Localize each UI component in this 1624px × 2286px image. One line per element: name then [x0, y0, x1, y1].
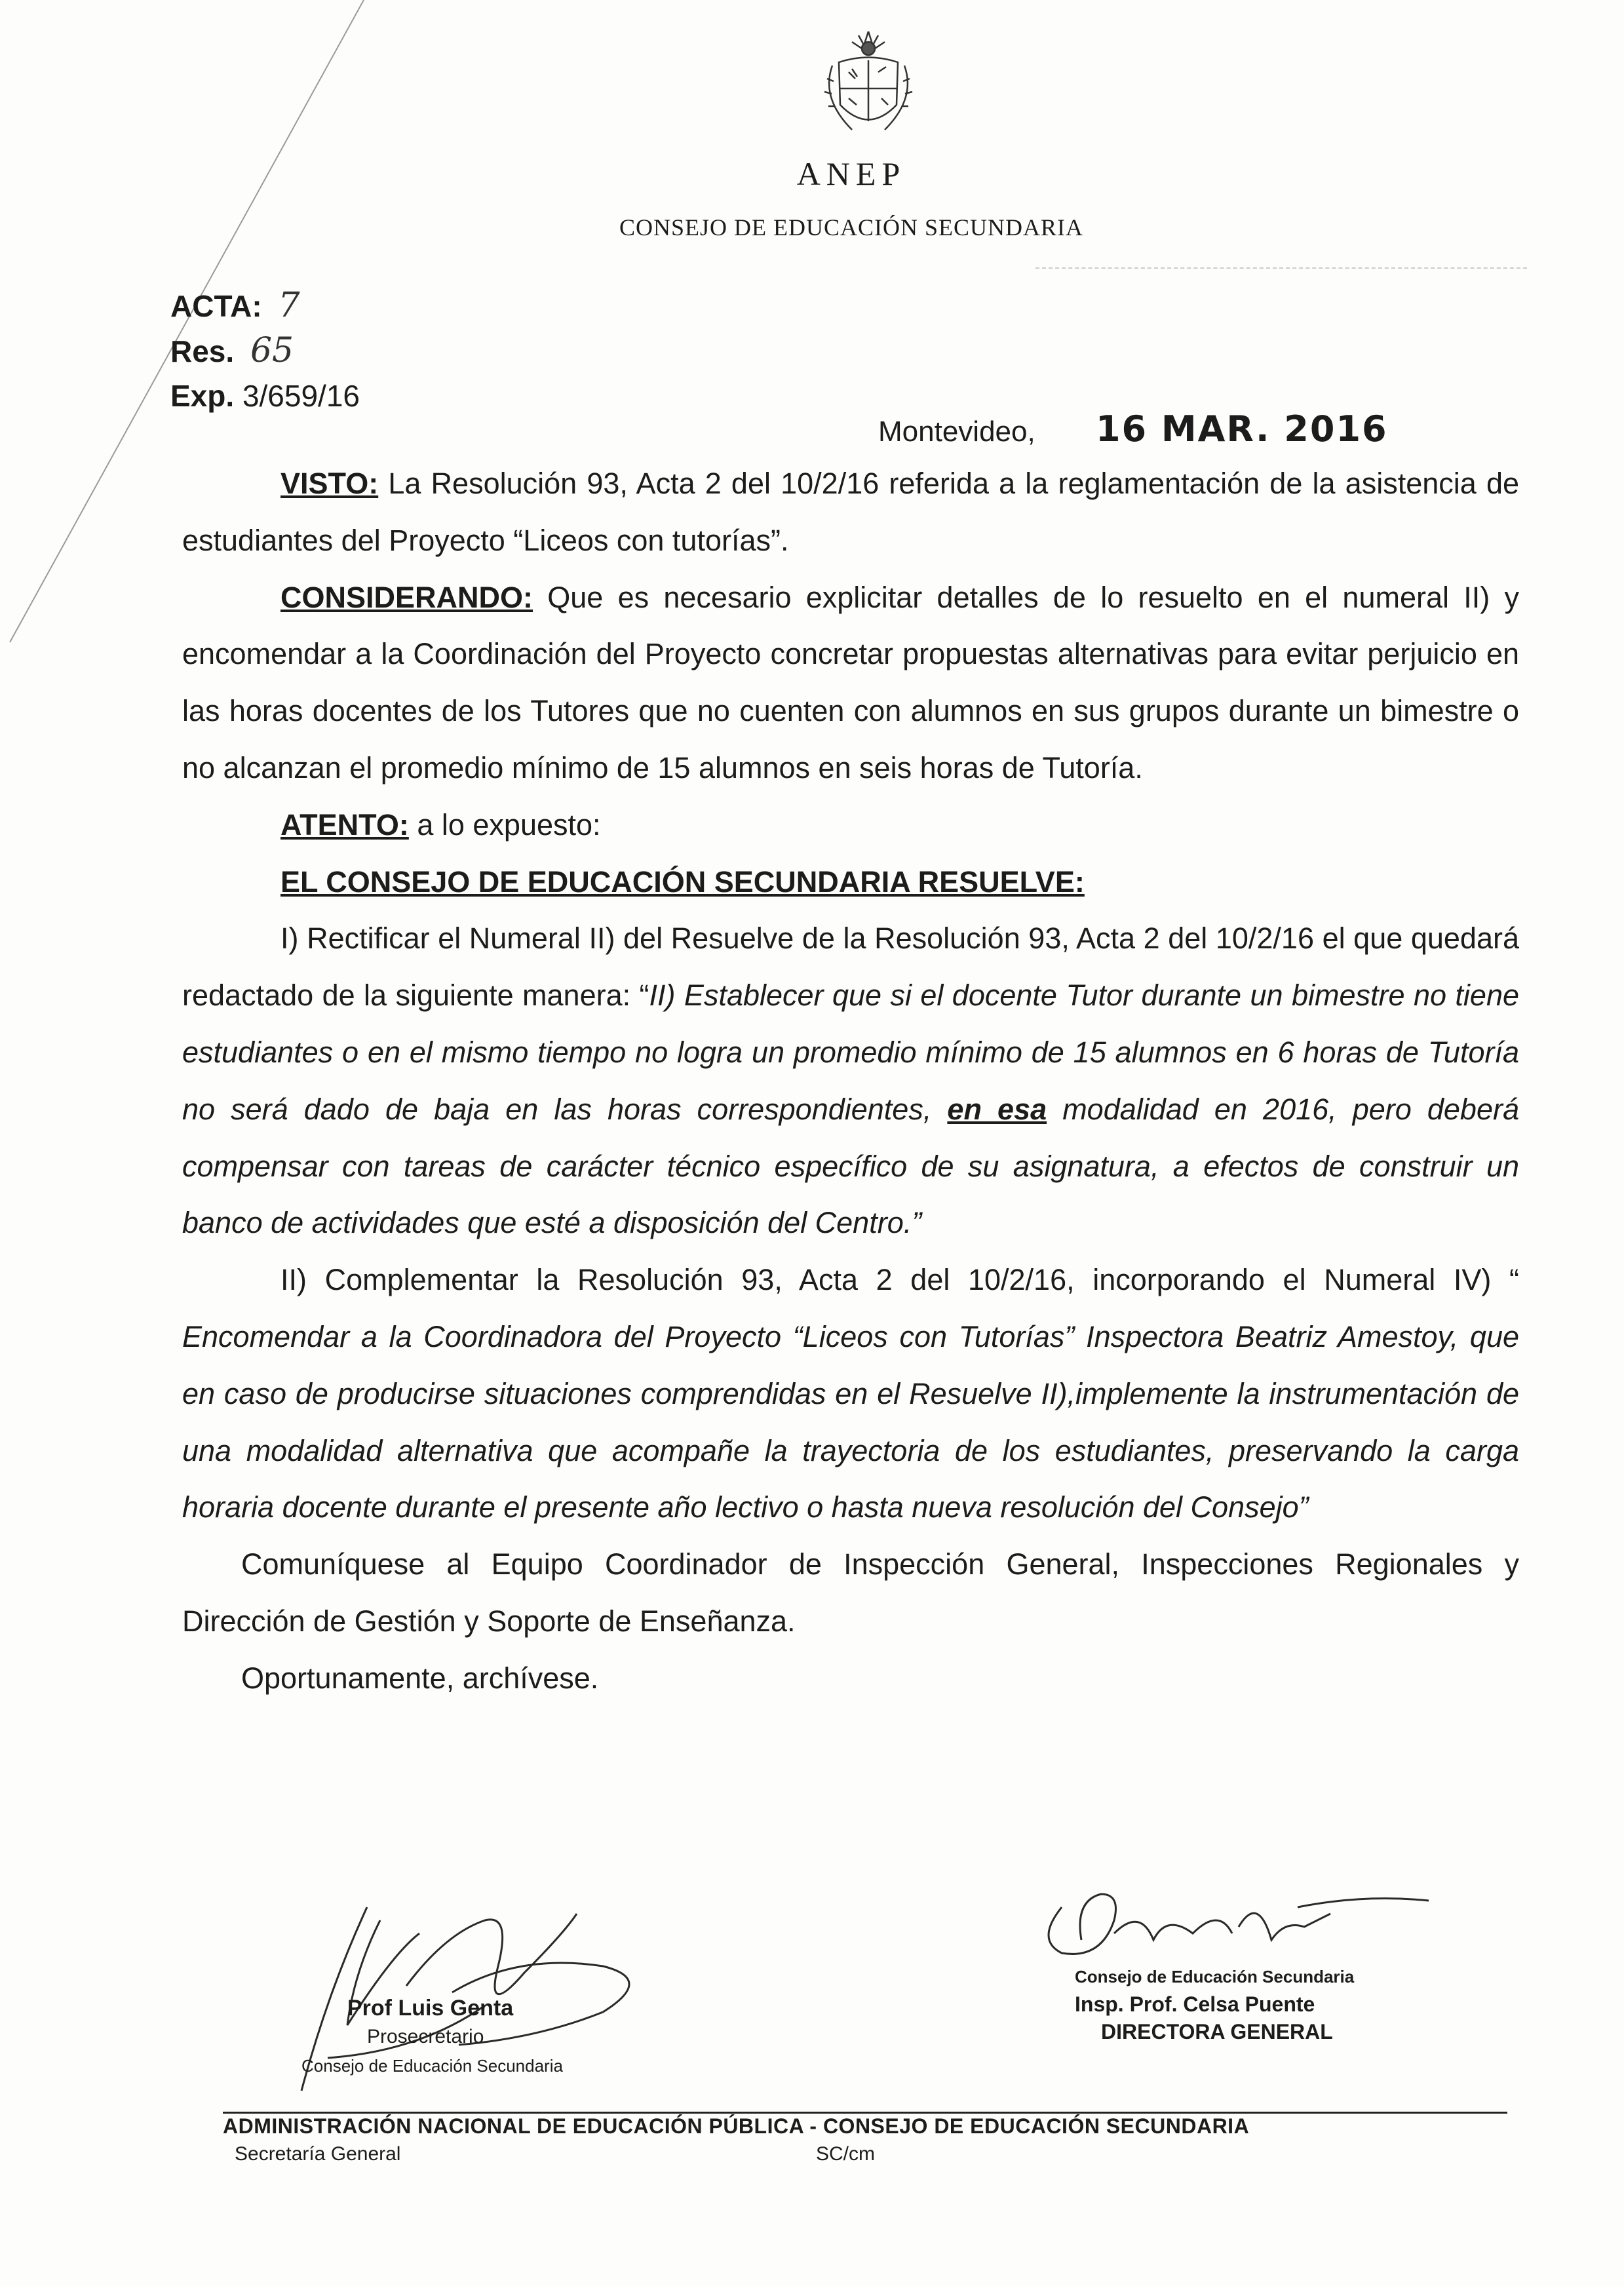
footer-department: Secretaría General [235, 2143, 401, 2165]
item-2-intro: II) Complementar la Resolución 93, Acta 2 del 10/2/16, incorporando el Numeral IV) “ [280, 1263, 1519, 1297]
dateline [878, 408, 1388, 450]
national-crest-icon [813, 26, 924, 141]
exp-label: Exp. [170, 379, 235, 413]
res-value: 65 [250, 331, 294, 370]
item-1-quote-b: modalidad en 2016, pero deberá compensar con tareas de carácter técnico específico de su asignatura, a efectos de construir un banco de actividades que esté a disposición del Centro.” [182, 1092, 1519, 1240]
visto-paragraph [182, 455, 1519, 570]
document-references [170, 283, 360, 418]
exp-line [170, 374, 360, 418]
signature-left-stamp: Consejo de Educación Secundaria [301, 2056, 563, 2076]
item-1-quote-a: II) Establecer que si el docente Tutor durante un bimestre no tiene estudiantes o en el mismo tiempo no logra un promedio mínimo de 15 alumnos en 6 horas de Tutoría no será dado de baja en las horas correspondientes, [182, 978, 1519, 1126]
org-name: ANEP [796, 155, 906, 192]
acta-value: 7 [278, 286, 300, 325]
res-line [170, 328, 360, 374]
res-label: Res. [170, 334, 235, 368]
signature-right-stamp: Consejo de Educación Secundaria [1075, 1967, 1355, 1986]
header-divider [1035, 267, 1527, 269]
signature-left-block [301, 1994, 563, 2080]
comuniquese-paragraph: Comuníquese al Equipo Coordinador de Inspección General, Inspecciones Regionales y Dirección de Gestión y Soporte de Enseñanza. [182, 1547, 1519, 1638]
item-2-paragraph [182, 1252, 1519, 1536]
visto-text: La Resolución 93, Acta 2 del 10/2/16 referida a la reglamentación de la asistencia de estudiantes del Proyecto “Liceos con tutorías”. [182, 467, 1519, 557]
considerando-label: CONSIDERANDO: [280, 580, 533, 614]
item-1-intro: I) Rectificar el Numeral II) del Resuelve de la Resolución 93, Acta 2 del 10/2/16 el que quedará redactado de la siguiente manera: “ [182, 921, 1519, 1013]
signature-right-name: Insp. Prof. Celsa Puente [1075, 1992, 1315, 2016]
exp-value: 3/659/16 [242, 379, 360, 413]
acta-line [170, 283, 360, 328]
footer-divider [223, 2112, 1507, 2114]
item-1-paragraph [182, 910, 1519, 1252]
signature-left-title: Prosecretario [367, 2026, 484, 2047]
date-stamp: 16 MAR. 2016 [1095, 408, 1388, 450]
acta-label: ACTA: [170, 289, 262, 323]
considerando-paragraph [182, 570, 1519, 797]
dateline-place: Montevideo, [878, 416, 1035, 448]
org-subtitle: CONSEJO DE EDUCACIÓN SECUNDARIA [619, 214, 1084, 241]
document-body [182, 455, 1519, 1707]
item-1-quote-emph: en esa [947, 1092, 1047, 1126]
considerando-text: Que es necesario explicitar detalles de lo resuelto en el numeral II) y encomendar a la Coordinación del Proyecto concretar propuestas alternativas para evitar perjuicio en las horas docentes de los Tutores que no cuenten con alumnos en sus grupos durante un bimestre o no alcanzan el promedio mínimo de 15 alumnos en seis horas de Tutoría. [182, 580, 1519, 785]
item-2-quote: Encomendar a la Coordinadora del Proyecto “Liceos con Tutorías” Inspectora Beatriz Amestoy, que en caso de producirse situaciones comprendidas en el Resuelve II),implemente la instrumentación de una modalidad alternativa que acompañe la trayectoria de los estudiantes, preservando la carga horaria docente durante el presente año lectivo o hasta nueva resolución del Consejo” [182, 1319, 1519, 1524]
atento-paragraph [182, 797, 1519, 854]
footer-institution: ADMINISTRACIÓN NACIONAL DE EDUCACIÓN PÚBLICA - CONSEJO DE EDUCACIÓN SECUNDARIA [223, 2114, 1250, 2138]
atento-label: ATENTO: [280, 807, 409, 842]
signature-right-title: DIRECTORA GENERAL [1101, 2020, 1333, 2044]
footer-initials: SC/cm [816, 2143, 875, 2165]
visto-label: VISTO: [280, 467, 379, 500]
signature-left-name: Prof Luis Genta [347, 1996, 514, 2021]
signature-right-block [1075, 1963, 1354, 2045]
resuelve-heading: EL CONSEJO DE EDUCACIÓN SECUNDARIA RESUELVE: [280, 864, 1085, 899]
archivese-paragraph: Oportunamente, archívese. [241, 1661, 599, 1695]
atento-text: a lo expuesto: [408, 807, 601, 842]
